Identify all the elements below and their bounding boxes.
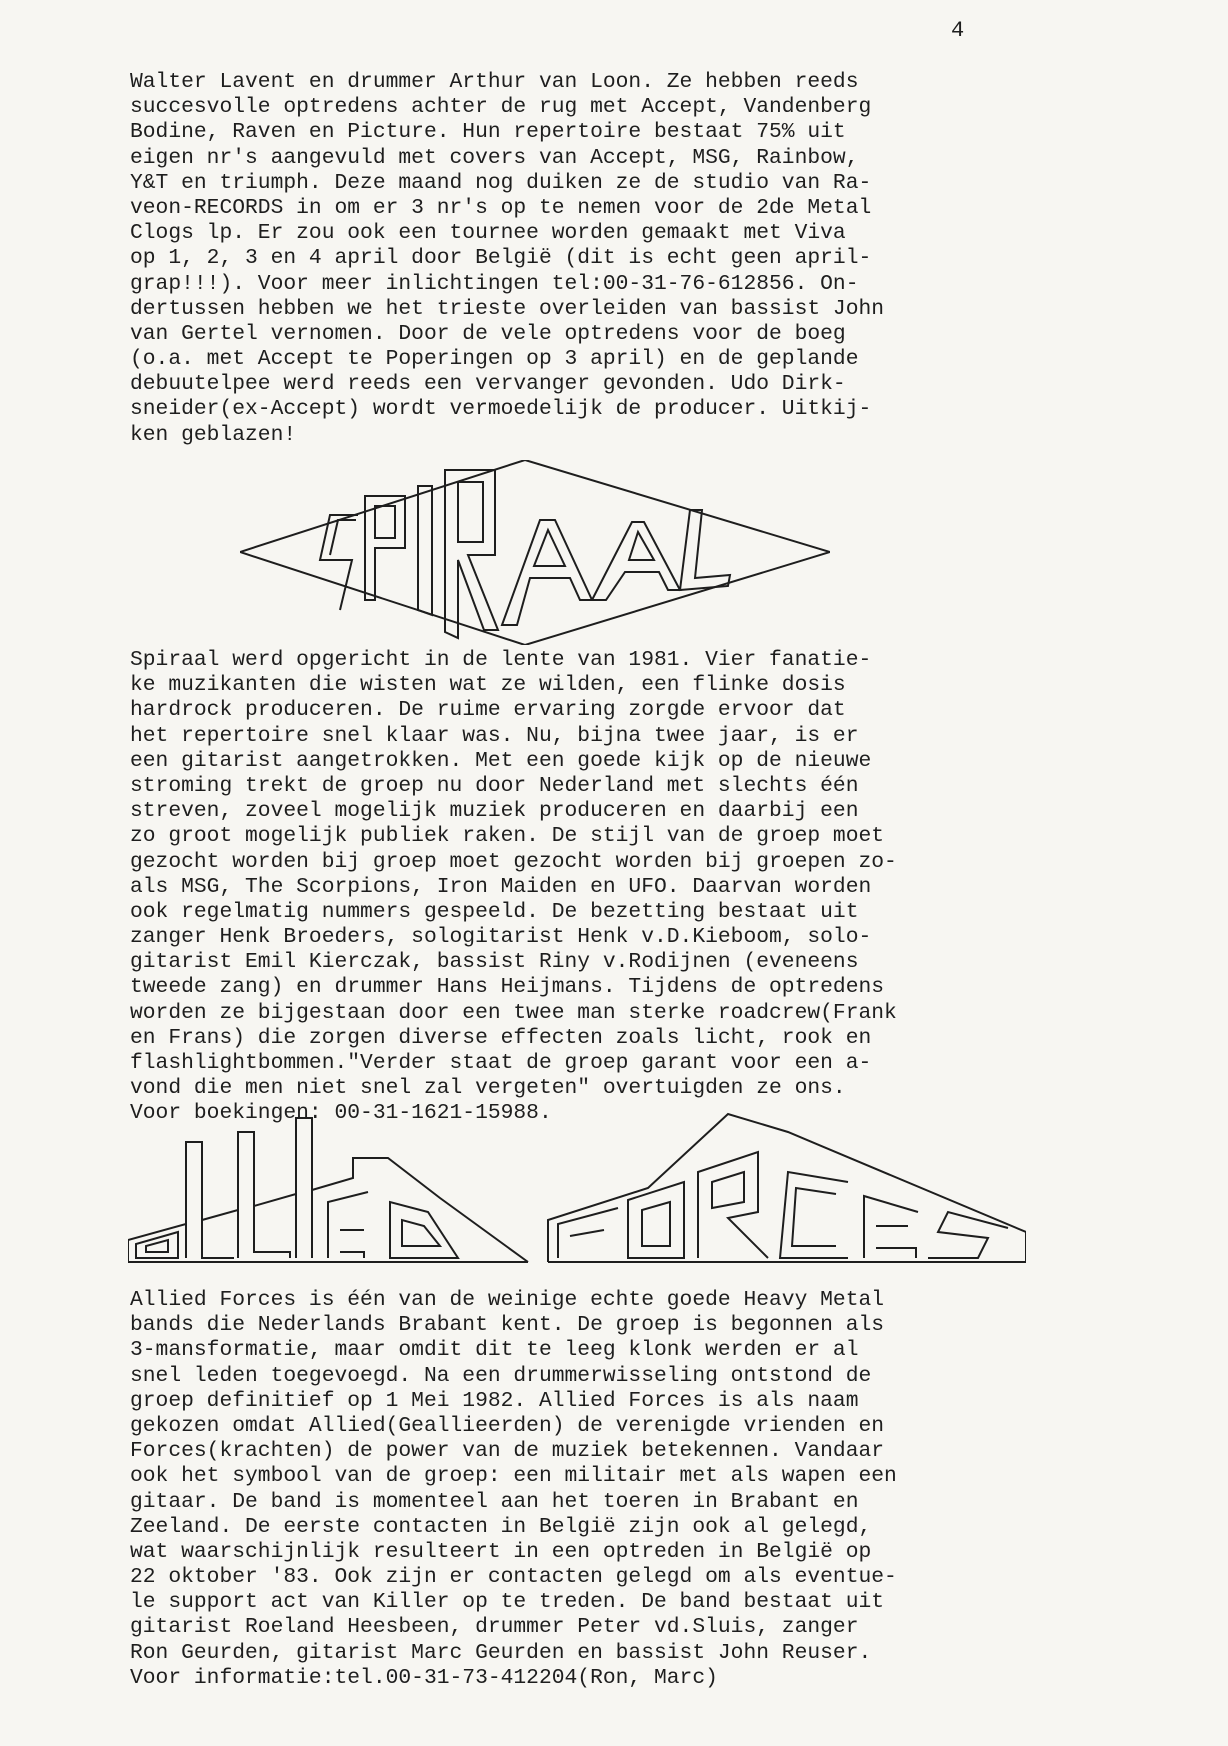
text-line: snel leden toegevoegd. Na een drummerwisseling ontstond de <box>130 1363 872 1388</box>
text-line: ken geblazen! <box>130 422 297 447</box>
text-line: gekozen omdat Allied(Geallieerden) de verenigde vrienden en <box>130 1413 885 1438</box>
text-line: gezocht worden bij groep moet gezocht worden bij groepen zo- <box>130 849 897 874</box>
text-line: Forces(krachten) de power van de muziek betekennen. Vandaar <box>130 1439 885 1464</box>
text-line: van Gertel vernomen. Door de vele optredens voor de boeg <box>130 321 846 346</box>
text-line: worden ze bijgestaan door een twee man sterke roadcrew(Frank <box>130 1000 897 1025</box>
text-line: stroming trekt de groep nu door Nederland met slechts één <box>130 773 859 798</box>
text-line: Y&T en triumph. Deze maand nog duiken ze de studio van Ra- <box>130 170 872 195</box>
text-line: (o.a. met Accept te Poperingen op 3 april) en de geplande <box>130 347 859 372</box>
text-line: Allied Forces is één van de weinige echte goede Heavy Metal <box>130 1288 885 1312</box>
text-line: Voor informatie:tel.00-31-73-412204(Ron, Marc) <box>130 1665 718 1690</box>
text-line: Spiraal werd opgericht in de lente van 1981. Vier fanatie- <box>130 648 872 672</box>
article-paragraph-spiraal <box>130 648 1030 1127</box>
page-number: 4 <box>951 18 965 43</box>
text-line: le support act van Killer op te treden. De band bestaat uit <box>130 1590 885 1615</box>
text-line: Voor boekingen: 00-31-1621-15988. <box>130 1101 552 1126</box>
text-line: een gitarist aangetrokken. Met een goede kijk op de nieuwe <box>130 748 872 773</box>
text-line: ook het symbool van de groep: een militair met als wapen een <box>130 1464 897 1489</box>
text-line: wat waarschijnlijk resulteert in een optreden in België op <box>130 1539 872 1564</box>
text-line: Ron Geurden, gitarist Marc Geurden en bassist John Reuser. <box>130 1640 872 1665</box>
text-line: op 1, 2, 3 en 4 april door België (dit is echt geen april- <box>130 246 872 271</box>
text-line: grap!!!). Voor meer inlichtingen tel:00-31-76-612856. On- <box>130 271 859 296</box>
article-paragraph-metal-clogs <box>130 70 1030 448</box>
text-line: groep definitief op 1 Mei 1982. Allied Forces is als naam <box>130 1388 859 1413</box>
text-line: en Frans) die zorgen diverse effecten zoals licht, rook en <box>130 1025 872 1050</box>
text-line: dertussen hebben we het trieste overleiden van bassist John <box>130 296 885 321</box>
text-line: het repertoire snel klaar was. Nu, bijna twee jaar, is er <box>130 723 859 748</box>
text-line: gitarist Roeland Heesbeen, drummer Peter vd.Sluis, zanger <box>130 1615 859 1640</box>
text-line: eigen nr's aangevuld met covers van Accept, MSG, Rainbow, <box>130 145 859 170</box>
text-line: veon-RECORDS in om er 3 nr's op te nemen voor de 2de Metal <box>130 195 872 220</box>
text-line: Bodine, Raven en Picture. Hun repertoire bestaat 75% uit <box>130 120 846 145</box>
text-line: zanger Henk Broeders, sologitarist Henk v.D.Kieboom, solo- <box>130 925 872 950</box>
text-line: sneider(ex-Accept) wordt vermoedelijk de producer. Uitkij- <box>130 397 872 422</box>
text-line: 3-mansformatie, maar omdit dit te leeg klonk werden er al <box>130 1338 859 1363</box>
text-line: succesvolle optredens achter de rug met Accept, Vandenberg <box>130 95 872 120</box>
text-line: ke muzikanten die wisten wat ze wilden, een flinke dosis <box>130 673 846 698</box>
text-line: flashlightbommen."Verder staat de groep garant voor een a- <box>130 1051 872 1075</box>
text-line: Clogs lp. Er zou ook een tournee worden gemaakt met Viva <box>130 221 846 246</box>
text-line: bands die Nederlands Brabant kent. De groep is begonnen als <box>130 1313 885 1338</box>
article-paragraph-allied-forces <box>130 1288 1030 1691</box>
spiraal-band-logo <box>240 460 830 645</box>
text-line: gitaar. De band is momenteel aan het toeren in Brabant en <box>130 1489 859 1514</box>
text-line: gitarist Emil Kierczak, bassist Riny v.Rodijnen (eveneens <box>130 950 859 975</box>
text-line: Zeeland. De eerste contacten in België zijn ook al gelegd, <box>130 1514 872 1539</box>
text-line: 22 oktober '83. Ook zijn er contacten gelegd om als eventue- <box>130 1565 897 1590</box>
text-line: debuutelpee werd reeds een vervanger gevonden. Udo Dirk- <box>130 372 846 397</box>
text-line: tweede zang) en drummer Hans Heijmans. Tijdens de optredens <box>130 975 885 1000</box>
text-line: streven, zoveel mogelijk muziek produceren en daarbij een <box>130 799 859 824</box>
allied-forces-band-logo <box>128 1112 1026 1298</box>
text-line: Walter Lavent en drummer Arthur van Loon. Ze hebben reeds <box>130 70 859 94</box>
text-line: zo groot mogelijk publiek raken. De stijl van de groep moet <box>130 824 885 849</box>
text-line: ook regelmatig nummers gespeeld. De bezetting bestaat uit <box>130 899 859 924</box>
text-line: hardrock produceren. De ruime ervaring zorgde ervoor dat <box>130 698 846 723</box>
text-line: vond die men niet snel zal vergeten" overtuigden ze ons. <box>130 1076 846 1101</box>
text-line: als MSG, The Scorpions, Iron Maiden en UFO. Daarvan worden <box>130 874 872 899</box>
